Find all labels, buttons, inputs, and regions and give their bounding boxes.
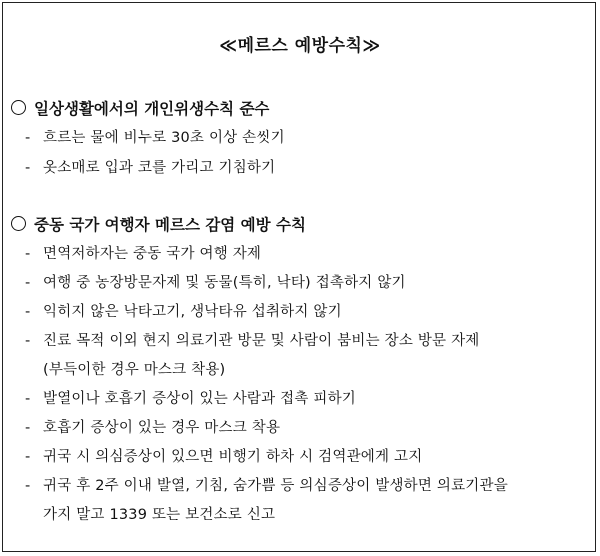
list-item [25, 300, 342, 321]
section-heading-hygiene [11, 97, 269, 119]
dash-bullet: - [25, 160, 31, 176]
list-item [25, 445, 422, 466]
dash-bullet: - [25, 304, 31, 320]
section-heading-text: 일상생활에서의 개인위생수칙 준수 [34, 100, 270, 118]
list-item-text: 귀국 후 2주 이내 발열, 기침, 숨가쁨 등 의심증상이 발생하면 의료기관을 [43, 478, 508, 494]
list-item-text: 호흡기 증상이 있는 경우 마스크 착용 [43, 420, 281, 436]
list-item-text: 진료 목적 이외 현지 의료기관 방문 및 사람이 붐비는 장소 방문 자제 [43, 333, 480, 349]
dash-bullet: - [25, 333, 31, 349]
list-item-text: 익히지 않은 낙타고기, 생낙타유 섭취하지 않기 [43, 304, 342, 320]
list-item-text: 발열이나 호흡기 증상이 있는 사람과 접촉 피하기 [43, 391, 356, 407]
document-frame [2, 2, 596, 552]
dash-bullet: - [25, 420, 31, 436]
list-item [25, 416, 280, 437]
circle-bullet-icon [11, 100, 26, 115]
list-item [25, 271, 406, 292]
list-item-continuation: 가지 말고 1339 또는 보건소로 신고 [43, 507, 276, 523]
list-item [25, 126, 285, 147]
list-item [25, 329, 480, 350]
dash-bullet: - [25, 391, 31, 407]
list-item [25, 156, 275, 177]
list-item-text: 귀국 시 의심증상이 있으면 비행기 하차 시 검역관에게 고지 [43, 449, 423, 465]
dash-bullet: - [25, 478, 31, 494]
list-item-text: 흐르는 물에 비누로 30초 이상 손씻기 [43, 130, 285, 146]
section-heading-text: 중동 국가 여행자 메르스 감염 예방 수칙 [34, 216, 306, 234]
list-item-text: 여행 중 농장방문자제 및 동물(특히, 낙타) 접촉하지 않기 [43, 275, 406, 291]
section-heading-travel [11, 213, 306, 235]
list-item-continuation: (부득이한 경우 마스크 착용) [43, 362, 226, 378]
dash-bullet: - [25, 449, 31, 465]
list-item [25, 242, 261, 263]
dash-bullet: - [25, 275, 31, 291]
list-item [25, 474, 508, 495]
dash-bullet: - [25, 246, 31, 262]
page-title: ≪메르스 예방수칙≫ [219, 36, 381, 56]
dash-bullet: - [25, 130, 31, 146]
circle-bullet-icon [11, 216, 26, 231]
list-item-text: 면역저하자는 중동 국가 여행 자제 [43, 246, 262, 262]
list-item [25, 387, 356, 408]
list-item-text: 옷소매로 입과 코를 가리고 기침하기 [43, 160, 276, 176]
